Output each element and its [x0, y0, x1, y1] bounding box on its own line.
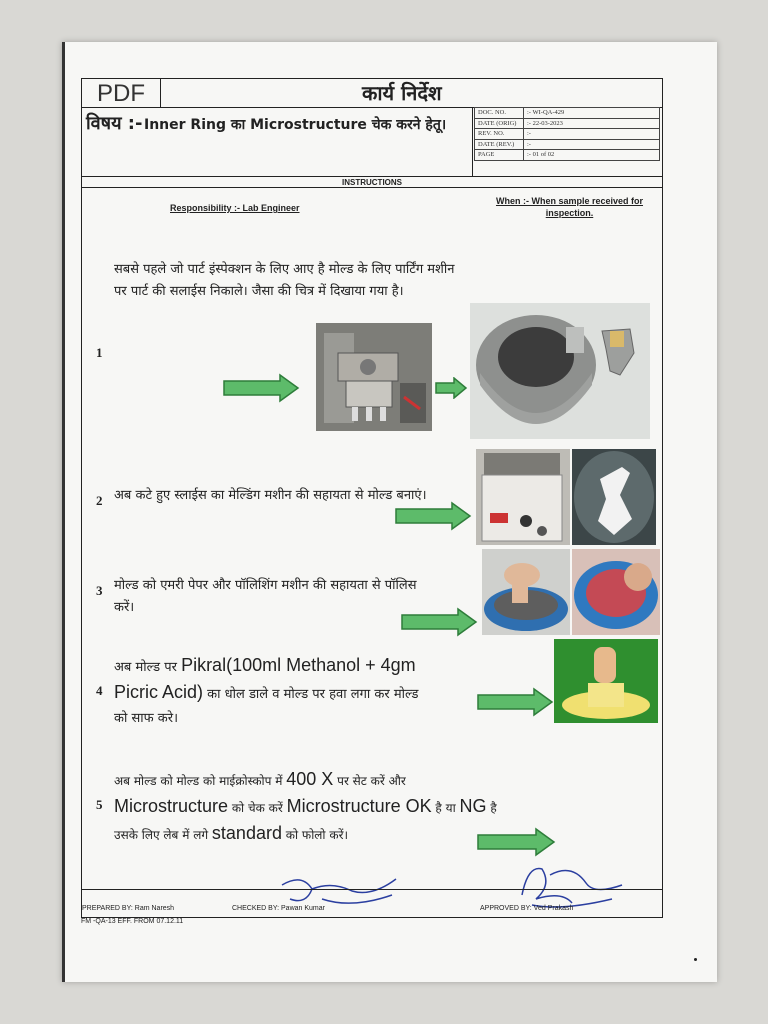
divider: [82, 176, 662, 177]
step-3-text: [114, 575, 417, 619]
step-5-number: 5: [96, 797, 103, 812]
step-line: पर पार्ट की सलाईस निकाले। जैसा की चित्र में दिखाया गया है।: [114, 284, 404, 299]
step-text-fragment: 400 X: [286, 769, 334, 789]
mounting-machine-illustration: [476, 449, 570, 545]
step-2-number: 2: [96, 493, 103, 508]
step-text-fragment: NG: [459, 796, 487, 816]
document-title: कार्य निर्देश: [362, 81, 442, 105]
step-text-fragment: पर सेट करें और: [333, 774, 406, 788]
doc-info-value: :- WI-QA-429: [524, 108, 660, 119]
step-text-fragment: standard: [211, 823, 282, 843]
step-text-fragment: Microstructure OK: [286, 796, 432, 816]
step-text-fragment: को फोलो करें।: [281, 828, 349, 842]
step-1-text: [114, 259, 454, 303]
step-text-fragment: है: [486, 801, 497, 815]
polishing-machine-photo-1: [482, 549, 570, 635]
polishing-machine-illustration: [482, 549, 570, 635]
doc-info-row: [475, 139, 660, 150]
step-text-fragment: Pikral(100ml Methanol + 4gm: [181, 655, 416, 675]
step-line: सबसे पहले जो पार्ट इंस्पेक्शन के लिए आए है मोल्ड के लिए पार्टिंग मशीन: [114, 262, 455, 277]
step-text-fragment: अब मोल्ड पर: [114, 660, 182, 675]
doc-info-key: PAGE: [475, 150, 524, 161]
inner-ring-illustration: [470, 303, 650, 439]
etching-setup-photo: [554, 639, 658, 723]
step-text-fragment: अब मोल्ड को मोल्ड को माईक्रोस्कोप में: [114, 774, 287, 788]
doc-info-value: :- 22-03-2023: [524, 118, 660, 129]
step-line: को साफ करे।: [114, 711, 179, 726]
doc-info-value: :- 01 of 02: [524, 150, 660, 161]
instructions-heading: INSTRUCTIONS: [342, 178, 402, 187]
doc-info-key: DATE (ORIG): [475, 118, 524, 129]
step-text-fragment: Picric Acid): [114, 682, 204, 702]
mounted-sample-photo: [572, 449, 656, 545]
divider: [82, 889, 662, 890]
mounting-machine-photo: [476, 449, 570, 545]
document-page: [62, 42, 717, 982]
step-3-number: 3: [96, 583, 103, 598]
pdf-label: PDF: [82, 79, 161, 107]
parting-machine-photo: [316, 323, 432, 431]
step-line: करें।: [114, 600, 135, 615]
step-2-text: अब कटे हुए स्लाईस का मेल्डिंग मशीन की सहायता से मोल्ड बनाएं।: [114, 488, 427, 503]
doc-info-key: DATE (REV.): [475, 139, 524, 150]
arrow-right-icon: [222, 373, 300, 403]
checked-by: CHECKED BY: Pawan Kumar: [232, 905, 325, 912]
divider: [82, 187, 662, 188]
arrow-right-icon: [476, 687, 554, 717]
form-number: FM -QA-13 EFF. FROM 07.12.11: [81, 918, 184, 925]
step-line: [114, 680, 418, 707]
speck: [694, 958, 697, 961]
doc-info-row: [475, 108, 660, 119]
step-line: मोल्ड को एमरी पेपर और पॉलिशिंग मशीन की सहायता से पॉलिस: [114, 578, 417, 593]
when-line: inspection.: [545, 208, 594, 218]
arrow-right-icon: [434, 377, 468, 399]
arrow-right-icon: [400, 607, 478, 637]
inner-ring-slice-photo: [470, 303, 650, 439]
doc-info-value: :-: [524, 139, 660, 150]
doc-info-key: DOC. NO.: [475, 108, 524, 119]
doc-info-row: [475, 150, 660, 161]
polishing-machine-photo-2: [572, 549, 660, 635]
document-frame: [81, 78, 663, 918]
arrow-right-icon: [394, 501, 472, 531]
mounted-sample-illustration: [572, 449, 656, 545]
subject-text: Inner Ring का Microstructure चेक करने हेतू।: [144, 117, 447, 133]
step-text-fragment: उसके लिए लेब में लगे: [114, 828, 212, 842]
step-line: [114, 653, 418, 680]
step-4-text: [114, 653, 418, 731]
step-line: [114, 821, 497, 848]
subject-label: विषय :-: [86, 113, 143, 134]
etching-setup-illustration: [554, 639, 658, 723]
step-1-number: 1: [96, 345, 103, 360]
arrow-right-icon: [476, 827, 556, 857]
step-4-number: 4: [96, 683, 103, 698]
prepared-by: PREPARED BY: Ram Naresh: [82, 905, 175, 912]
step-5-text: [114, 767, 497, 848]
when-text: [482, 195, 657, 219]
doc-info-value: :-: [524, 129, 660, 140]
doc-info-table: [474, 107, 660, 161]
step-line: [114, 767, 497, 794]
subject-cell: [82, 107, 473, 177]
step-line: [114, 794, 497, 821]
parting-machine-illustration: [316, 323, 432, 431]
doc-info-key: REV. NO.: [475, 129, 524, 140]
responsibility-text: Responsibility :- Lab Engineer: [170, 203, 300, 213]
step-text-fragment: है या: [431, 801, 460, 815]
when-line: When :- When sample received for: [495, 196, 644, 206]
header-row: [82, 79, 662, 108]
step-text-fragment: को चेक करें: [228, 801, 287, 815]
doc-info-row: [475, 129, 660, 140]
approved-by: APPROVED BY: Ved Prakash: [480, 905, 574, 912]
step-text-fragment: Microstructure: [114, 796, 229, 816]
doc-info-row: [475, 118, 660, 129]
step-text-fragment: का धोल डाले व मोल्ड पर हवा लगा कर मोल्ड: [203, 687, 419, 702]
polishing-pad-illustration: [572, 549, 660, 635]
